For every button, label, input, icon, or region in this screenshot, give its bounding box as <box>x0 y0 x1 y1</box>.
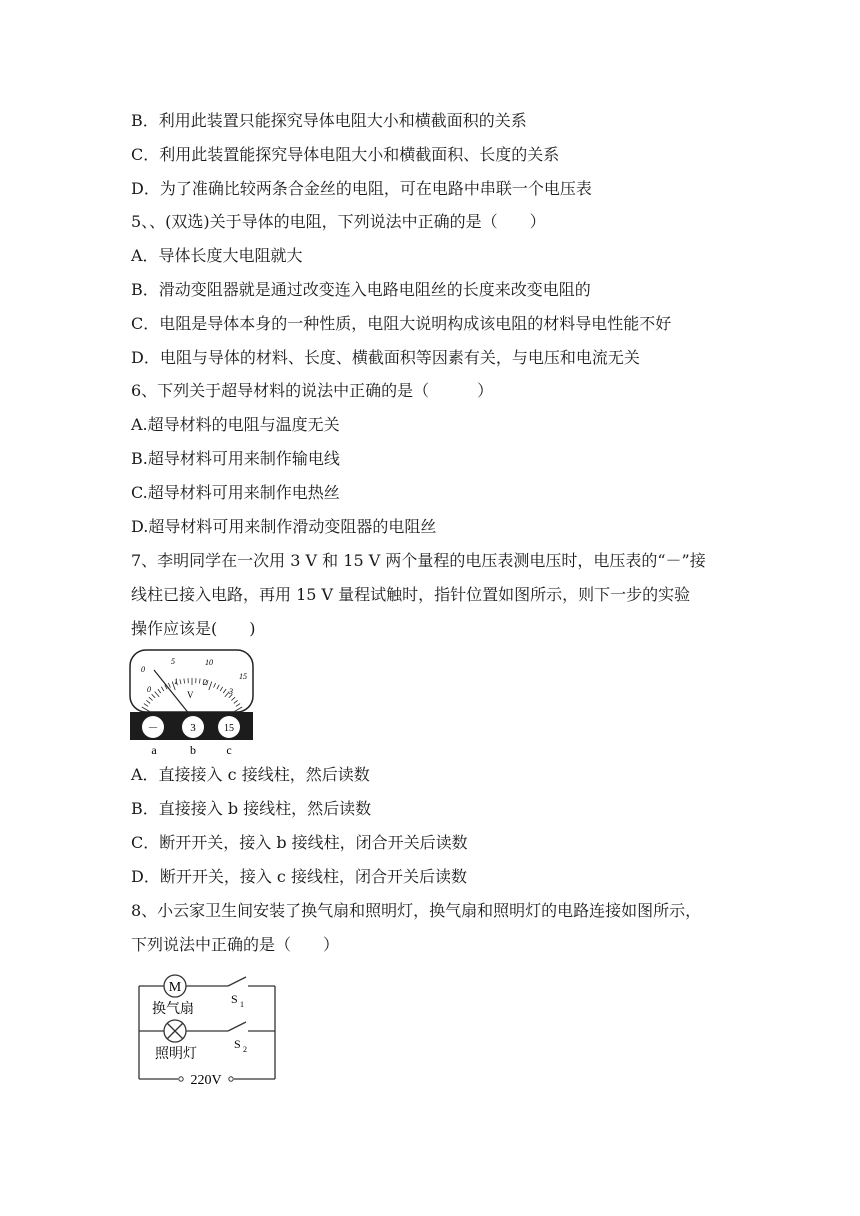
lamp-label: 照明灯 <box>155 1047 197 1062</box>
q7-option-b: B．直接接入 b 接线柱，然后读数 <box>131 799 372 818</box>
q8-stem-line1: 8、小云家卫生间安装了换气扇和照明灯，换气扇和照明灯的电路连接如图所示， <box>131 901 702 920</box>
terminal-label-b: b <box>190 743 196 757</box>
q7-option-c: C．断开开关，接入 b 接线柱，闭合开关后读数 <box>131 833 468 852</box>
svg-text:M: M <box>168 980 182 995</box>
q4-option-d: D．为了准确比较两条合金丝的电阻，可在电路中串联一个电压表 <box>131 179 592 198</box>
switch2-label: S <box>234 1037 241 1051</box>
scale-lower-2: 2 <box>203 678 207 687</box>
q5-option-d: D．电阻与导体的材料、长度、横截面积等因素有关，与电压和电流无关 <box>131 348 640 367</box>
terminal-label-a: a <box>151 743 157 757</box>
q8-stem-line2: 下列说法中正确的是（ ） <box>131 935 340 954</box>
q4-option-c: C．利用此装置能探究导体电阻大小和横截面积、长度的关系 <box>131 145 560 164</box>
q6-option-c: C.超导材料可用来制作电热丝 <box>131 483 340 502</box>
switch1-label: S <box>231 992 238 1006</box>
q6-option-d: D.超导材料可用来制作滑动变阻器的电阻丝 <box>131 517 437 536</box>
q7-stem-line1: 7、李明同学在一次用 3 V 和 15 V 两个量程的电压表测电压时，电压表的“－”接 <box>131 551 706 570</box>
scale-upper-10: 10 <box>205 658 213 667</box>
scale-lower-1: 1 <box>174 677 178 686</box>
q5-option-a: A．导体长度大电阻就大 <box>131 246 303 265</box>
scale-upper-0: 0 <box>141 665 145 674</box>
terminal-label-c: c <box>226 743 232 757</box>
terminal-minus: － <box>147 722 159 734</box>
q4-option-b: B．利用此装置只能探究导体电阻大小和横截面积的关系 <box>131 111 527 130</box>
q5-stem: 5、、(双选)关于导体的电阻，下列说法中正确的是（ ） <box>131 212 546 231</box>
q7-option-d: D．断开开关，接入 c 接线柱，闭合开关后读数 <box>131 867 467 886</box>
fan-label: 换气扇 <box>152 1002 194 1017</box>
q6-option-b: B.超导材料可用来制作输电线 <box>131 449 340 468</box>
voltmeter-figure <box>127 648 257 758</box>
terminal-15: 15 <box>224 723 234 734</box>
motor-icon <box>164 975 186 997</box>
switch1-subscript: 1 <box>240 1000 244 1009</box>
q7-option-a: A．直接接入 c 接线柱，然后读数 <box>131 765 370 784</box>
q7-stem-line2: 线柱已接入电路，再用 15 V 量程试触时，指针位置如图所示，则下一步的实验 <box>131 585 691 604</box>
q5-option-c: C．电阻是导体本身的一种性质，电阻大说明构成该电阻的材料导电性能不好 <box>131 314 672 333</box>
scale-lower-3: 3 <box>229 687 233 696</box>
lamp-icon <box>164 1020 186 1042</box>
terminal-3: 3 <box>190 722 196 734</box>
unit-label: V <box>187 690 194 700</box>
switch2-subscript: 2 <box>243 1045 247 1054</box>
scale-lower-0: 0 <box>147 685 151 694</box>
q6-option-a: A.超导材料的电阻与温度无关 <box>131 415 340 434</box>
q7-stem-line3: 操作应该是( ) <box>131 619 256 638</box>
circuit-figure <box>130 968 290 1090</box>
scale-upper-5: 5 <box>171 657 175 666</box>
source-label: 220V <box>190 1073 222 1088</box>
scale-upper-15: 15 <box>239 672 247 681</box>
q5-option-b: B．滑动变阻器就是通过改变连入电路电阻丝的长度来改变电阻的 <box>131 280 591 299</box>
q6-stem: 6、下列关于超导材料的说法中正确的是（ ） <box>131 381 494 400</box>
